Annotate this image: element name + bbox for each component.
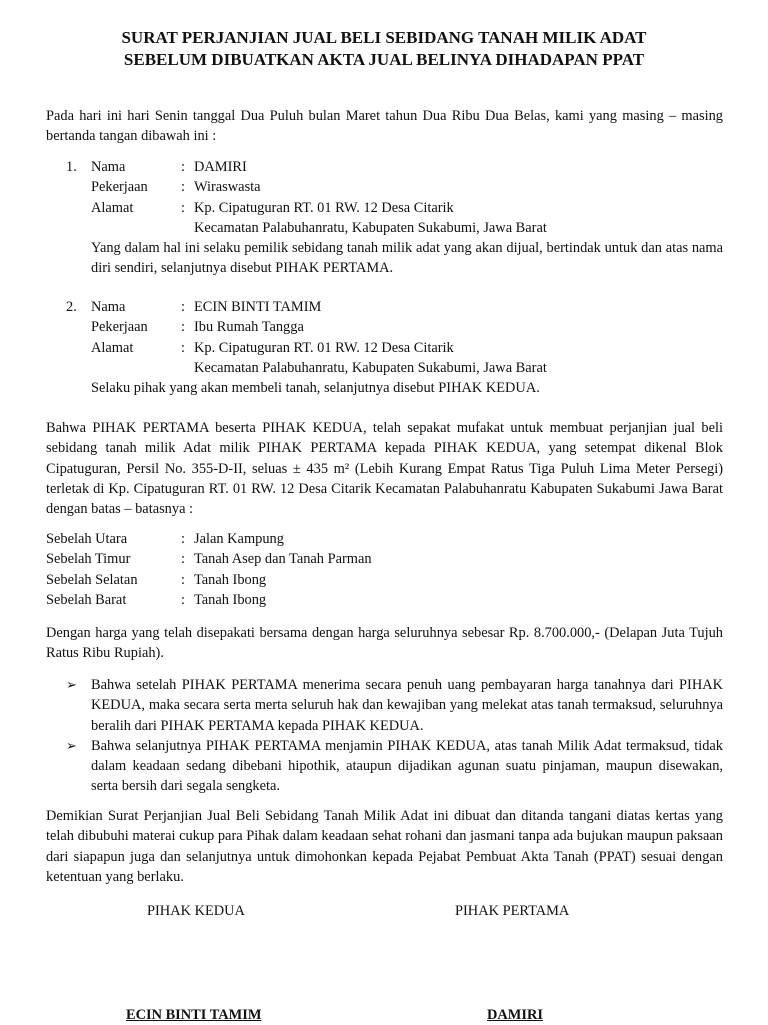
boundary-value: Tanah Ibong — [194, 591, 267, 608]
party-address-line-1: Kp. Cipatuguran RT. 01 RW. 12 Desa Citarik — [194, 199, 454, 216]
occupation-label: Pekerjaan — [91, 179, 148, 196]
document-title-line-1: SURAT PERJANJIAN JUAL BELI SEBIDANG TANAH MILIK ADAT — [121, 28, 647, 47]
party-description: Selaku pihak yang akan membeli tanah, selanjutnya disebut PIHAK KEDUA. — [91, 380, 540, 397]
party-second — [46, 297, 723, 398]
party-address-line-1: Kp. Cipatuguran RT. 01 RW. 12 Desa Citarik — [194, 339, 454, 356]
arrow-bullet-icon: ➢ — [66, 737, 77, 753]
party-occupation-value: Wiraswasta — [194, 179, 261, 196]
boundary-side: Sebelah Selatan — [46, 571, 138, 588]
colon: : — [181, 339, 185, 356]
colon: : — [181, 159, 185, 175]
party-description: Yang dalam hal ini selaku pemilik sebidang tanah milik adat yang akan dijual, bertindak untuk dan atas nama diri sendiri, selanjutnya disebut PIHAK PERTAMA. — [91, 240, 723, 277]
boundary-row — [46, 570, 723, 590]
agreement-paragraph: Bahwa PIHAK PERTAMA beserta PIHAK KEDUA, telah sepakat mufakat untuk membuat perjanjian jual beli sebidang tanah milik Adat milik PIHAK PERTAMA kepada PIHAK KEDUA, yang setempat dikenal Blok Cipatuguran, Persil No. 355-D-II, seluas ± 435 m² (Lebih Kurang Empat Ratus Tiga Puluh Lima Meter Persegi) terletak di Kp. Cipatuguran RT. 01 RW. 12 Desa Citarik Kecamatan Palabuhanratu Kabupaten Sukabumi Jawa Barat dengan batas – batasnya : — [46, 420, 723, 518]
name-label: Nama — [91, 299, 126, 315]
party-first — [46, 157, 723, 279]
party-name-value: ECIN BINTI TAMIM — [194, 299, 322, 315]
price-paragraph: Dengan harga yang telah disepakati bersama dengan harga seluruhnya sebesar Rp. 8.700.000,- (Delapan Juta Tujuh Ratus Ribu Rupiah). — [46, 625, 723, 662]
colon: : — [181, 299, 185, 315]
terms-text: Bahwa selanjutnya PIHAK PERTAMA menjamin PIHAK KEDUA, atas tanah Milik Adat termaksud, tidak dalam keadaan sedang dibebani hipothik, ataupun dijadikan agunan suatu pinjaman, maupun disewakan, serta bersih dari segala sengketa. — [91, 737, 723, 795]
boundary-value: Tanah Ibong — [194, 571, 267, 588]
boundary-row — [46, 529, 723, 549]
boundary-value: Jalan Kampung — [194, 531, 284, 547]
party-name-value: DAMIRI — [194, 159, 247, 175]
document-title-line-2: SEBELUM DIBUATKAN AKTA JUAL BELINYA DIHADAPAN PPAT — [123, 50, 645, 69]
party-number: 1. — [66, 159, 77, 175]
signature-name-left: ECIN BINTI TAMIM — [126, 1007, 262, 1023]
party-address-line-2: Kecamatan Palabuhanratu, Kabupaten Sukabumi, Jawa Barat — [194, 359, 547, 376]
signature-name-right: DAMIRI — [487, 1007, 543, 1023]
terms-item — [66, 736, 723, 797]
address-label: Alamat — [91, 339, 134, 356]
colon: : — [181, 199, 185, 216]
boundary-side: Sebelah Timur — [46, 551, 131, 568]
name-label: Nama — [91, 159, 126, 175]
boundaries-list — [46, 529, 723, 610]
colon: : — [181, 591, 185, 608]
colon: : — [181, 571, 185, 588]
colon: : — [181, 551, 185, 568]
colon: : — [181, 319, 185, 336]
terms-list — [66, 675, 723, 797]
signature-role-left: PIHAK KEDUA — [147, 903, 245, 919]
party-number: 2. — [66, 299, 77, 315]
signature-role-right: PIHAK PERTAMA — [455, 903, 570, 919]
address-label: Alamat — [91, 199, 134, 216]
boundary-side: Sebelah Utara — [46, 531, 128, 547]
boundary-row — [46, 549, 723, 569]
closing-paragraph: Demikian Surat Perjanjian Jual Beli Sebidang Tanah Milik Adat ini dibuat dan ditanda tangani diatas kertas yang telah dibubuhi materai cukup para Pihak dalam keadaan sehat rohani dan jasmani tanpa ada bujukan maupun paksaan dari siapapun juga dan selanjutnya untuk dimohonkan kepada Pejabat Pembuat Akta Tanah (PPAT) sesuai dengan ketentuan yang berlaku. — [46, 808, 723, 885]
boundary-row — [46, 590, 723, 610]
colon: : — [181, 179, 185, 196]
colon: : — [181, 531, 185, 547]
occupation-label: Pekerjaan — [91, 319, 148, 336]
intro-paragraph: Pada hari ini hari Senin tanggal Dua Puluh bulan Maret tahun Dua Ribu Dua Belas, kami yang masing – masing bertanda tangan dibawah ini : — [46, 108, 723, 145]
boundary-value: Tanah Asep dan Tanah Parman — [194, 551, 372, 568]
party-address-line-2: Kecamatan Palabuhanratu, Kabupaten Sukabumi, Jawa Barat — [194, 219, 547, 236]
terms-item — [66, 675, 723, 736]
party-occupation-value: Ibu Rumah Tangga — [194, 319, 304, 336]
terms-text: Bahwa setelah PIHAK PERTAMA menerima secara penuh uang pembayaran harga tanahnya dari PIHAK KEDUA, maka secara serta merta seluruh hak dan kewajiban yang melekat atas tanah termaksud, seluruhnya beralih dari PIHAK PERTAMA kepada PIHAK KEDUA. — [91, 677, 723, 734]
boundary-side: Sebelah Barat — [46, 591, 127, 608]
arrow-bullet-icon: ➢ — [66, 677, 77, 692]
